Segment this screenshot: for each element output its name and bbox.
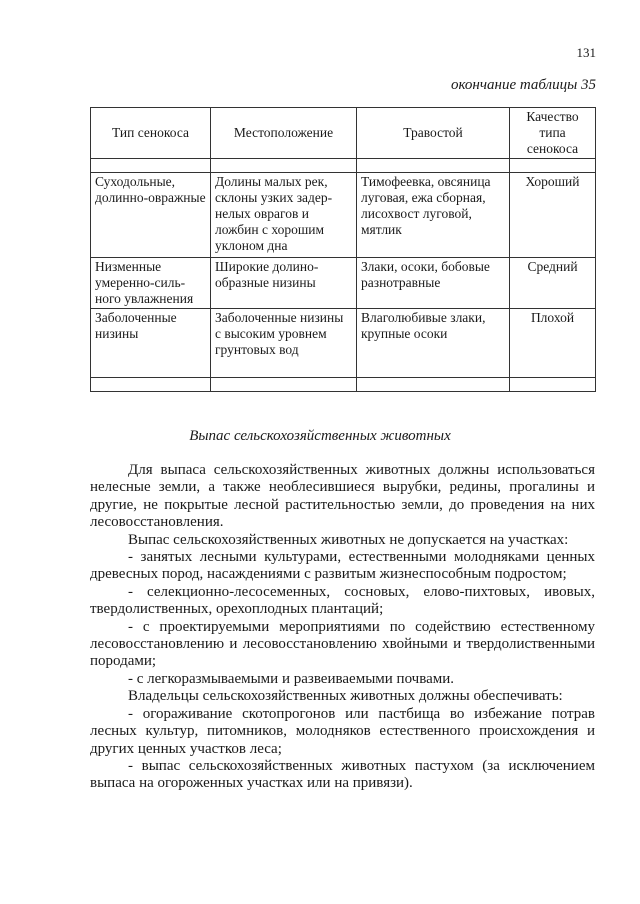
cell-quality: Средний: [510, 258, 596, 309]
paragraph: - селекционно-лесосеменных, сосновых, елово-пихтовых, ивовых, твердолиственных, орехоплодных плантаций;: [90, 583, 595, 618]
paragraph: - выпас сельскохозяйственных животных пастухом (за исключением выпаса на огороженных участках или на привязи).: [90, 757, 595, 792]
header-type: Тип сенокоса: [91, 108, 211, 159]
table-spacer-row: [91, 378, 596, 392]
table-header-row: [91, 108, 596, 159]
cell-quality: Плохой: [510, 309, 596, 378]
table-spacer-row: [91, 159, 596, 173]
header-location: Местоположение: [211, 108, 357, 159]
paragraph: - занятых лесными культурами, естественными молодняками ценных древесных пород, насаждениями с развитым жизнеспособным подростом;: [90, 549, 595, 583]
cell-type: Низменные умеренно-силь-ного увлажнения: [91, 258, 211, 309]
header-herbage: Травостой: [357, 108, 510, 159]
body-text: [90, 462, 595, 793]
section-title: Выпас сельскохозяйственных животных: [189, 428, 451, 444]
cell-type: Суходольные, долинно-овражные: [91, 173, 211, 258]
hayfield-table: [90, 107, 596, 392]
header-quality: Качество типа сенокоса: [510, 108, 596, 159]
table-caption: окончание таблицы 35: [450, 77, 596, 93]
cell-type: Заболоченные низины: [91, 309, 211, 378]
paragraph: - с легкоразмываемыми и развеиваемыми почвами.: [128, 670, 455, 687]
paragraph: Для выпаса сельскохозяйственных животных должны использоваться нелесные земли, а также необлесившиеся вырубки, редины, прогалины и другие, не покрытые лесной растительностью земли, до проведения на них лесовосстановления.: [90, 462, 595, 531]
cell-herbage: Тимофеевка, овсяница луговая, ежа сборная, лисохвост луговой, мятлик: [357, 173, 510, 258]
table-row: [91, 258, 596, 309]
paragraph: - с проектируемыми мероприятиями по содействию естественному лесовосстановлению и лесовосстановлению хвойными и твердолиственными породами;: [90, 618, 595, 670]
cell-location: Широкие долино-образные низины: [211, 258, 357, 309]
paragraph: Выпас сельскохозяйственных животных не допускается на участках:: [128, 531, 569, 548]
cell-quality: Хороший: [510, 173, 596, 258]
cell-location: Заболоченные низины с высоким уровнем грунтовых вод: [211, 309, 357, 378]
cell-herbage: Злаки, осоки, бобовые разнотравные: [357, 258, 510, 309]
table-row: [91, 309, 596, 378]
cell-location: Долины малых рек, склоны узких задер-нелых оврагов и ложбин с хорошим уклоном дна: [211, 173, 357, 258]
paragraph: Владельцы сельскохозяйственных животных должны обеспечивать:: [128, 688, 563, 705]
table-row: [91, 173, 596, 258]
paragraph: - огораживание скотопрогонов или пастбища во избежание потрав лесных культур, питомников, молодняков естественного происхождения и других ценных участков леса;: [90, 705, 595, 757]
page-number: 131: [576, 45, 596, 60]
cell-herbage: Влаголюбивые злаки, крупные осоки: [357, 309, 510, 378]
